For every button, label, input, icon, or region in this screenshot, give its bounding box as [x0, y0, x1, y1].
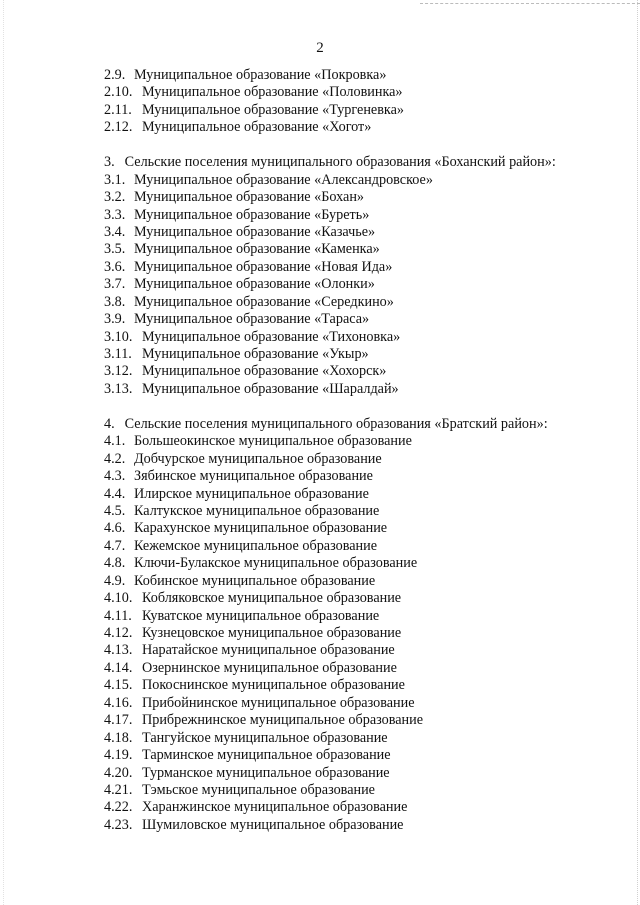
list-item-number: 4.21.	[104, 781, 133, 798]
list-item-number: 3.3.	[104, 206, 126, 223]
list-item-number: 4.5.	[104, 502, 126, 519]
section-spacer	[104, 398, 624, 415]
list-item-number: 4.12.	[104, 625, 133, 641]
section-heading-text: Сельские поселения муниципального образования «Боханский район»:	[124, 154, 556, 171]
list-item-number: 4.13.	[104, 642, 133, 659]
section-heading	[104, 154, 624, 171]
page-number: 2	[316, 40, 324, 56]
list-item-number: 4.2.	[104, 450, 126, 467]
list-item-number: 4.1.	[104, 433, 126, 450]
list-item-number: 3.1.	[104, 171, 126, 188]
list-item-number: 4.6.	[104, 520, 126, 537]
list-item	[104, 747, 624, 764]
list-item-number: 4.20.	[104, 764, 133, 781]
list-item-text: Прибойнинское муниципальное образование	[142, 694, 415, 711]
section-heading	[104, 416, 624, 433]
list-item-text: Муниципальное образование «Буреть»	[134, 206, 370, 223]
list-item-number: 3.2.	[104, 189, 126, 206]
list-item	[104, 782, 624, 799]
list-item	[104, 608, 624, 625]
list-item-text: Куватское муниципальное образование	[142, 607, 380, 624]
list-item-text: Большеокинское муниципальное образование	[134, 433, 412, 450]
list-item-text: Тарминское муниципальное образование	[142, 747, 391, 764]
list-item-number: 4.8.	[104, 555, 126, 572]
list-item-number: 4.3.	[104, 468, 126, 485]
list-item-number: 2.9.	[104, 67, 126, 83]
list-item-text: Покоснинское муниципальное образование	[142, 677, 405, 694]
list-item-text: Муниципальное образование «Казачье»	[134, 223, 376, 240]
list-item	[104, 259, 624, 276]
list-item-text: Турманское муниципальное образование	[142, 764, 390, 781]
list-item	[104, 538, 624, 555]
list-item-text: Карахунское муниципальное образование	[134, 520, 388, 537]
list-item-number: 3.9.	[104, 311, 126, 328]
section-number: 4.	[104, 415, 115, 432]
list-item-number: 4.11.	[104, 607, 132, 624]
list-item	[104, 799, 624, 816]
list-item	[104, 520, 624, 537]
list-item-number: 3.12.	[104, 363, 133, 380]
list-item-number: 3.6.	[104, 258, 126, 275]
list-item-number: 4.4.	[104, 485, 126, 502]
list-item	[104, 381, 624, 398]
list-item	[104, 329, 624, 346]
section-number: 3.	[104, 154, 115, 171]
list-item	[104, 712, 624, 729]
list-item-text: Илирское муниципальное образование	[134, 485, 369, 502]
list-item-text: Муниципальное образование «Хохорск»	[142, 363, 387, 380]
list-item	[104, 817, 624, 834]
list-item	[104, 451, 624, 468]
list-item	[104, 433, 624, 450]
list-item	[104, 102, 624, 119]
scan-edge-right	[636, 0, 638, 905]
list-item-text: Муниципальное образование «Укыр»	[142, 346, 369, 362]
list-item-text: Харанжинское муниципальное образование	[142, 799, 408, 816]
list-item-number: 3.7.	[104, 276, 126, 293]
list-item	[104, 346, 624, 363]
list-item-number: 2.12.	[104, 119, 133, 136]
list-item-number: 4.15.	[104, 677, 133, 694]
list-item-text: Кобинское муниципальное образование	[134, 572, 376, 589]
list-item	[104, 172, 624, 189]
list-item-number: 4.23.	[104, 816, 133, 833]
list-item	[104, 590, 624, 607]
list-item-text: Калтукское муниципальное образование	[134, 502, 380, 519]
list-item-text: Муниципальное образование «Каменка»	[134, 241, 380, 258]
list-item-text: Добчурское муниципальное образование	[134, 450, 382, 467]
list-item-text: Озернинское муниципальное образование	[142, 659, 397, 676]
section-heading-text: Сельские поселения муниципального образования «Братский район»:	[124, 415, 548, 432]
list-item-number: 4.9.	[104, 572, 126, 589]
list-item-text: Кежемское муниципальное образование	[134, 537, 378, 554]
list-item-text: Кобляковское муниципальное образование	[142, 590, 402, 607]
list-item	[104, 677, 624, 694]
list-item	[104, 294, 624, 311]
list-item	[104, 84, 624, 101]
list-item-text: Зябинское муниципальное образование	[134, 468, 373, 485]
list-item-number: 4.17.	[104, 712, 133, 729]
list-item-number: 4.22.	[104, 799, 133, 816]
list-item-number: 4.18.	[104, 729, 133, 746]
list-item	[104, 503, 624, 520]
list-item-text: Муниципальное образование «Покровка»	[134, 67, 387, 83]
list-item-number: 3.13.	[104, 380, 133, 397]
scan-edge-top	[420, 3, 640, 6]
list-item-number: 3.4.	[104, 223, 126, 240]
list-item-text: Наратайское муниципальное образование	[142, 642, 395, 659]
list-item-number: 4.19.	[104, 747, 133, 764]
list-item-text: Муниципальное образование «Шаралдай»	[142, 380, 399, 397]
list-item	[104, 311, 624, 328]
list-item-number: 4.7.	[104, 537, 126, 554]
list-item-text: Ключи-Булакское муниципальное образование	[134, 555, 418, 572]
list-item-number: 2.10.	[104, 84, 133, 101]
list-item-number: 2.11.	[104, 101, 132, 118]
list-item-text: Муниципальное образование «Тургеневка»	[142, 101, 404, 118]
list-item	[104, 119, 624, 136]
list-item	[104, 573, 624, 590]
list-item-text: Прибрежнинское муниципальное образование	[142, 712, 424, 729]
list-item-number: 4.14.	[104, 659, 133, 676]
list-item-text: Муниципальное образование «Олонки»	[134, 276, 375, 293]
list-item-number: 3.8.	[104, 293, 126, 310]
list-item	[104, 730, 624, 747]
list-item	[104, 67, 624, 84]
list-item	[104, 224, 624, 241]
list-item	[104, 660, 624, 677]
list-item-text: Муниципальное образование «Середкино»	[134, 293, 394, 310]
list-item-text: Муниципальное образование «Хогот»	[142, 119, 372, 136]
list-item-text: Шумиловское муниципальное образование	[142, 816, 404, 833]
list-item-number: 4.16.	[104, 694, 133, 711]
list-item	[104, 207, 624, 224]
list-item	[104, 555, 624, 572]
section-spacer	[104, 137, 624, 154]
list-item	[104, 486, 624, 503]
document-body	[104, 67, 624, 834]
list-item-text: Муниципальное образование «Тараса»	[134, 311, 370, 328]
list-item-text: Муниципальное образование «Бохан»	[134, 189, 365, 206]
list-item	[104, 241, 624, 258]
list-item	[104, 276, 624, 293]
list-item	[104, 468, 624, 485]
list-item-text: Муниципальное образование «Александровское»	[134, 171, 433, 188]
list-item-text: Муниципальное образование «Половинка»	[142, 84, 403, 101]
list-item	[104, 189, 624, 206]
list-item-text: Муниципальное образование «Новая Ида»	[134, 258, 393, 275]
list-item-number: 4.10.	[104, 590, 133, 607]
list-item-text: Тангуйское муниципальное образование	[142, 729, 388, 746]
list-item	[104, 642, 624, 659]
list-item	[104, 765, 624, 782]
list-item-text: Тэмьское муниципальное образование	[142, 781, 375, 798]
list-item	[104, 695, 624, 712]
list-item-number: 3.11.	[104, 346, 132, 362]
list-item-text: Муниципальное образование «Тихоновка»	[142, 328, 401, 345]
list-item-number: 3.5.	[104, 241, 126, 258]
list-item-text: Кузнецовское муниципальное образование	[142, 625, 402, 641]
scan-edge-left	[3, 0, 5, 905]
list-item	[104, 625, 624, 642]
list-item	[104, 363, 624, 380]
list-item-number: 3.10.	[104, 328, 133, 345]
